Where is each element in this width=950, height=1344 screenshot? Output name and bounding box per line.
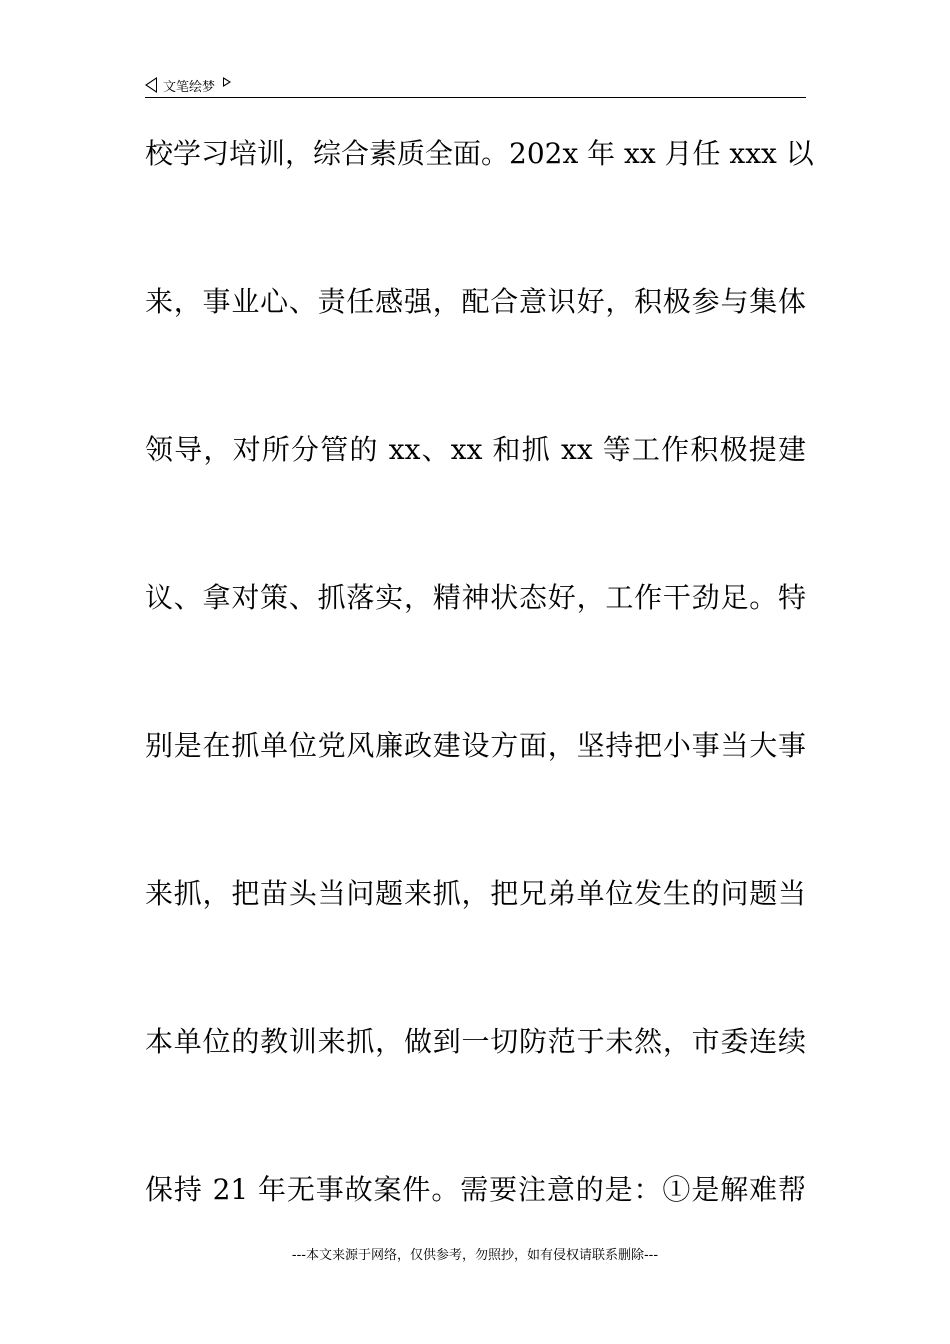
header-divider (145, 97, 806, 98)
page-header (145, 74, 231, 96)
header-title: 文笔绘梦 (163, 79, 216, 95)
body-line-2: 来，事业心、责任感强，配合意识好，积极参与集体 (145, 285, 806, 318)
left-triangle-icon (145, 77, 157, 93)
footer-disclaimer: ---本文来源于网络，仅供参考，勿照抄，如有侵权请联系删除--- (291, 1248, 659, 1263)
body-line-6: 来抓，把苗头当问题来抓，把兄弟单位发生的问题当 (145, 877, 806, 910)
right-triangle-icon (223, 77, 231, 87)
body-line-4: 议、拿对策、抓落实，精神状态好，工作干劲足。特 (145, 581, 806, 614)
body-line-7: 本单位的教训来抓，做到一切防范于未然，市委连续 (145, 1025, 806, 1058)
body-line-1: 校学习培训，综合素质全面。202x 年 xx 月任 xxx 以 (145, 137, 814, 170)
body-line-5: 别是在抓单位党风廉政建设方面，坚持把小事当大事 (145, 729, 806, 762)
body-line-3: 领导，对所分管的 xx、xx 和抓 xx 等工作积极提建 (145, 433, 806, 466)
body-line-8: 保持 21 年无事故案件。需要注意的是：①是解难帮 (145, 1173, 806, 1206)
